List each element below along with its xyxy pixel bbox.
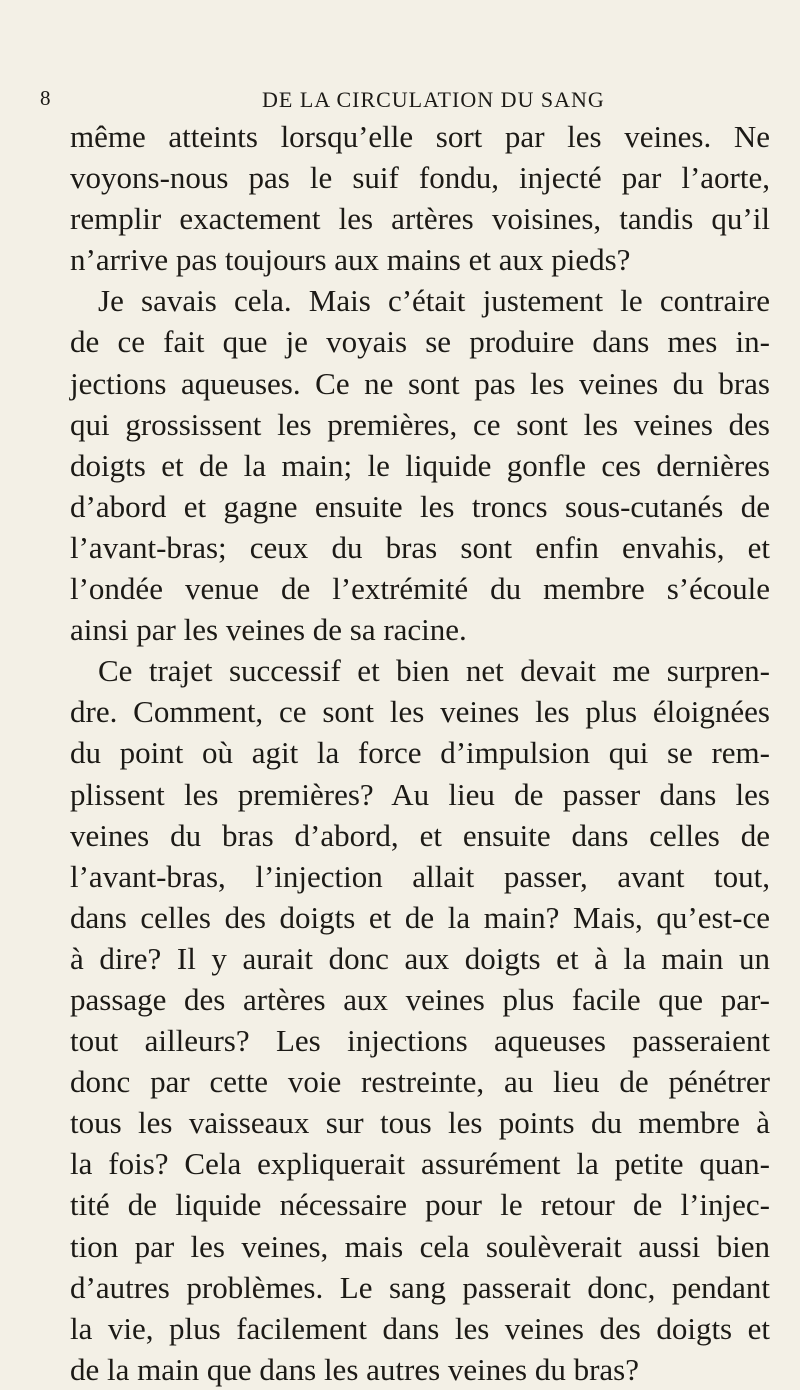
body-text	[70, 116, 770, 1390]
text-line: à dire? Il y aurait donc aux doigts et à la main un	[70, 940, 770, 976]
text-line: d’abord et gagne ensuite les troncs sous-cutanés de	[70, 488, 770, 524]
text-line: l’ondée venue de l’extrémité du membre s’écoule	[70, 571, 770, 607]
text-line: remplir exactement les artères voisines, tandis qu’il	[70, 201, 770, 237]
page-number: 8	[40, 86, 51, 110]
text-line: même atteints lorsqu’elle sort par les veines. Ne	[70, 119, 770, 154]
text-line: l’avant-bras; ceux du bras sont enfin envahis, et	[70, 529, 770, 565]
text-line: passage des artères aux veines plus facile que par-	[70, 981, 770, 1017]
text-line: de ce fait que je voyais se produire dans mes in-	[70, 324, 770, 360]
running-title: DE LA CIRCULATION DU SANG	[262, 87, 605, 112]
text-line: plissent les premières? Au lieu de passer dans les	[70, 776, 770, 812]
text-line: l’avant-bras, l’injection allait passer, avant tout,	[70, 858, 770, 894]
text-line: veines du bras d’abord, et ensuite dans celles de	[70, 817, 770, 853]
text-line: du point où agit la force d’impulsion qui se rem-	[70, 735, 770, 771]
text-line: tout ailleurs? Les injections aqueuses passeraient	[70, 1023, 770, 1059]
text-line: ainsi par les veines de sa racine.	[70, 612, 467, 648]
text-line: tion par les veines, mais cela soulèverait aussi bien	[70, 1228, 770, 1264]
text-line: de la main que dans les autres veines du bras?	[70, 1351, 640, 1387]
text-line: n’arrive pas toujours aux mains et aux pieds?	[70, 242, 631, 278]
text-line: dre. Comment, ce sont les veines les plus éloignées	[70, 694, 770, 730]
paragraph-first-line: Ce trajet successif et bien net devait me surpren-	[98, 653, 770, 689]
paragraph-first-line: Je savais cela. Mais c’était justement le contraire	[98, 283, 770, 319]
text-line: tous les vaisseaux sur tous les points du membre à	[70, 1105, 770, 1141]
text-line: la vie, plus facilement dans les veines des doigts et	[70, 1310, 770, 1346]
text-line: tité de liquide nécessaire pour le retour de l’injec-	[70, 1187, 770, 1223]
text-line: d’autres problèmes. Le sang passerait donc, pendant	[70, 1269, 770, 1305]
text-line: dans celles des doigts et de la main? Mais, qu’est-ce	[70, 899, 770, 935]
text-line: jections aqueuses. Ce ne sont pas les veines du bras	[70, 365, 770, 401]
text-line: donc par cette voie restreinte, au lieu de pénétrer	[70, 1064, 770, 1100]
text-line: doigts et de la main; le liquide gonfle ces dernières	[70, 447, 770, 483]
text-line: qui grossissent les premières, ce sont les veines des	[70, 406, 770, 442]
text-line: la fois? Cela expliquerait assurément la petite quan-	[70, 1146, 770, 1182]
text-line: voyons-nous pas le suif fondu, injecté par l’aorte,	[70, 160, 770, 196]
